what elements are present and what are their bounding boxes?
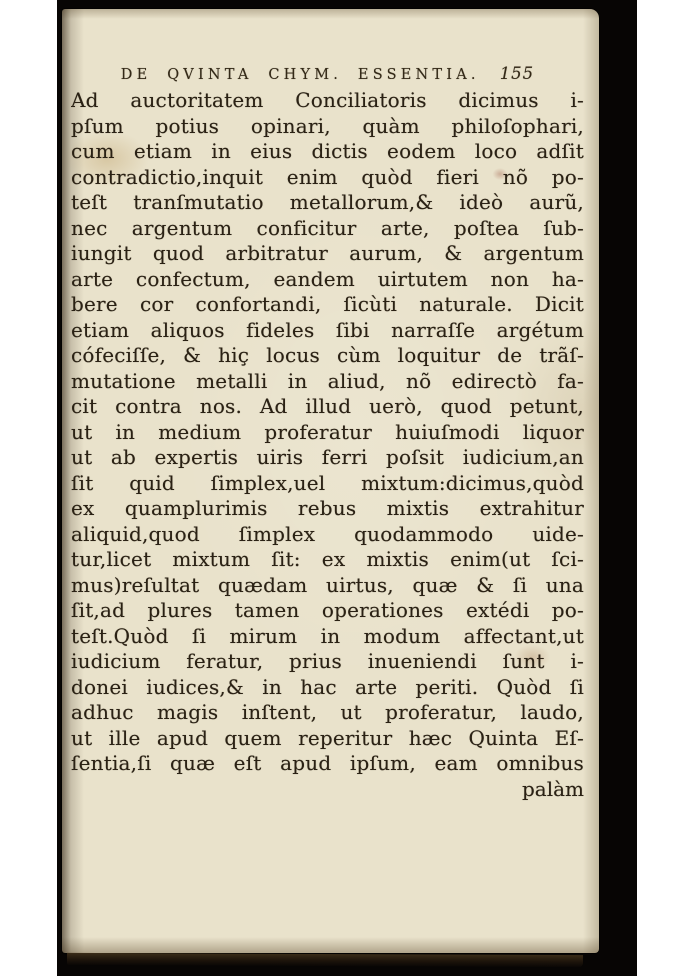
text-block — [71, 9, 584, 953]
text-line: iudicium feratur, prius inueniendi ſunt i- — [71, 649, 584, 673]
catchword: palàm — [521, 776, 584, 801]
text-line: ſentia,ſi quæ eſt apud ipſum, eam omnibus — [71, 751, 584, 775]
text-line: cófeciſſe, & hiç locus cùm loquitur de trãſ- — [71, 343, 584, 367]
text-line: adhuc magis inſtent, ut proferatur, laudo, — [71, 700, 584, 724]
text-line: mus)reſultat quædam uirtus, quæ & ſi una — [71, 572, 584, 597]
text-line: cit contra nos. Ad illud uerò, quod petunt, — [71, 394, 584, 418]
text-line: iungit quod arbitratur aurum, & argentum — [71, 241, 584, 265]
text-line: mutatione metalli in aliud, nõ edirectò fa- — [71, 368, 584, 393]
text-line: teſt.Quòd ſi mirum in modum affectant,ut — [71, 623, 584, 648]
text-line: contradictio,inquit enim quòd fieri nõ po- — [71, 164, 584, 189]
text-line: ut in medium proferatur huiuſmodi liquor — [71, 419, 584, 444]
text-line: ut ab expertis uiris ferri poſsit iudicium,an — [71, 445, 584, 469]
page-number: 155 — [499, 64, 535, 83]
text-line: ſit,ad plures tamen operationes extédi po- — [71, 598, 584, 622]
text-line: donei iudices,& in hac arte periti. Quòd ſi — [71, 674, 584, 699]
text-line: arte confectum, eandem uirtutem non ha- — [71, 266, 584, 291]
text-line: ex quamplurimis rebus mixtis extrahitur — [71, 496, 584, 520]
text-line: pſum potius opinari, quàm philoſophari, — [71, 113, 584, 138]
text-line: Ad auctoritatem Conciliatoris dicimus i- — [71, 88, 584, 112]
text-line: ſit quid ſimplex,uel mixtum:dicimus,quòd — [71, 470, 584, 495]
text-line: bere cor confortandi, ſicùti naturale. Dicit — [71, 292, 584, 316]
book-bottom-edge — [67, 953, 583, 967]
text-line: teſt tranſmutatio metallorum,& ideò aurũ, — [71, 190, 584, 214]
body-text — [71, 88, 584, 802]
text-line: tur,licet mixtum ſit: ex mixtis enim(ut ſci- — [71, 547, 584, 571]
scan-background — [57, 0, 637, 976]
book-page — [62, 9, 599, 953]
text-line: cum etiam in eius dictis eodem loco adſit — [71, 139, 584, 163]
running-header — [71, 64, 584, 83]
header-title: DE QVINTA CHYM. ESSENTIA. — [120, 67, 480, 83]
text-line: nec argentum conficitur arte, poſtea ſub- — [71, 215, 584, 240]
text-line: ut ille apud quem reperitur hæc Quinta Eſ- — [71, 725, 584, 750]
text-line: aliquid,quod ſimplex quodammodo uide- — [71, 521, 584, 546]
text-line: etiam aliquos fideles ſibi narraſſe argétum — [71, 317, 584, 342]
